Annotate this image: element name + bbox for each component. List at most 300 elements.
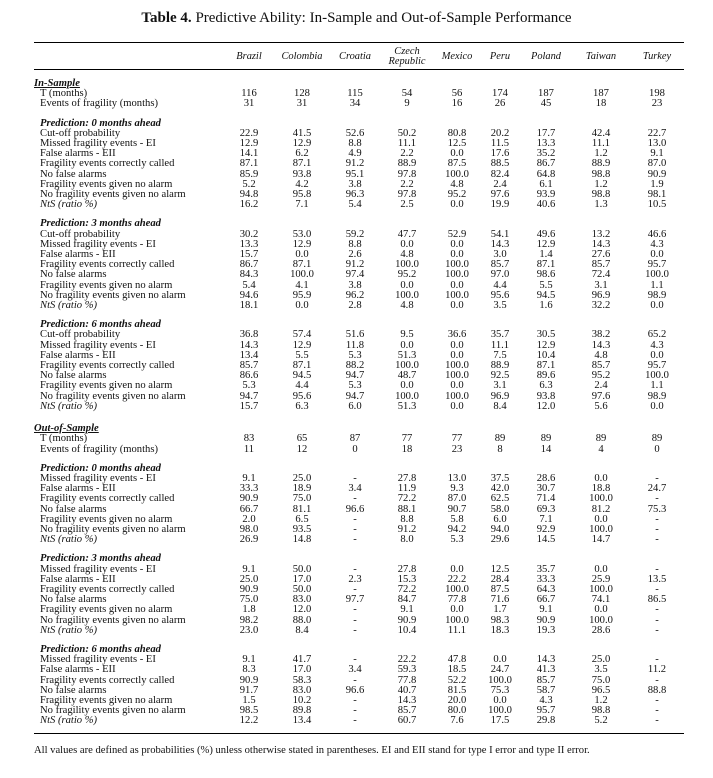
table-cell: 4.4 (493, 279, 507, 291)
table-cell: 3.5 (594, 664, 608, 676)
table-cell: 0.0 (295, 249, 309, 261)
table-cell: 95.2 (447, 189, 467, 201)
table-cell: 32.2 (591, 300, 611, 312)
table-cell: 18.8 (591, 483, 611, 495)
table-cell: 27.8 (397, 472, 417, 484)
table-cell: 87 (349, 433, 361, 445)
table-cell: 96.3 (345, 189, 365, 201)
table-cell: 5.3 (242, 380, 256, 392)
table-cell: 98.8 (591, 705, 611, 717)
table-cell: 17.0 (292, 573, 312, 585)
table-cell: 91.2 (397, 523, 417, 535)
table-cell: 95.6 (292, 390, 312, 402)
table-cell: 64.8 (536, 168, 556, 180)
table-cell: 11.9 (397, 483, 417, 495)
table-cell: 100.0 (445, 583, 469, 595)
row-label: Fragility events given no alarm (40, 178, 173, 190)
table-cell: 11.1 (397, 138, 417, 150)
table-cell: 128 (294, 88, 310, 100)
table-cell: - (655, 534, 659, 546)
table-cell: - (655, 604, 659, 616)
table-cell: 0.0 (450, 238, 464, 250)
table-cell: 87.1 (239, 158, 259, 170)
table-cell: 90.9 (397, 614, 417, 626)
table-cell: 100.0 (589, 523, 613, 535)
table-cell: 100.0 (445, 360, 469, 372)
table-row (34, 301, 684, 311)
table-cell: 14.7 (591, 534, 611, 546)
table-cell: 62.5 (490, 493, 510, 505)
table-cell: 36.6 (447, 329, 467, 341)
table-cell: 4.1 (295, 279, 309, 291)
table-cell: 25.0 (239, 573, 259, 585)
table-cell: 33.3 (536, 573, 556, 585)
row-label: T (months) (40, 433, 88, 445)
table-cell: 49.6 (536, 228, 556, 240)
table-cell: 47.7 (397, 228, 417, 240)
table-cell: 37.5 (490, 472, 510, 484)
table-cell: 86.5 (647, 594, 667, 606)
table-cell: 90.9 (239, 493, 259, 505)
table-cell: 96.6 (345, 684, 365, 696)
col-poland: Poland (530, 51, 561, 62)
table-cell: 11.1 (490, 339, 510, 351)
table-cell: 29.6 (490, 534, 510, 546)
table-cell: 59.3 (397, 664, 417, 676)
table-cell: 0 (654, 443, 660, 455)
table-cell: 98.2 (239, 614, 259, 626)
table-cell: 0.0 (400, 380, 414, 392)
table-cell: 72.2 (397, 493, 417, 505)
table-cell: 77 (451, 433, 463, 445)
table-cell: 0.0 (400, 339, 414, 351)
table-cell: 93.8 (536, 390, 556, 402)
table-cell: 54 (401, 88, 413, 100)
table-cell: 87.5 (490, 583, 510, 595)
table-cell: 93.8 (292, 168, 312, 180)
table-cell: 72.2 (397, 583, 417, 595)
table-cell: 14.3 (239, 339, 259, 351)
table-cell: 53.0 (292, 228, 312, 240)
table-cell: 7.5 (493, 349, 507, 361)
table-cell: 93.5 (292, 523, 312, 535)
table-cell: 90.7 (447, 503, 467, 515)
col-mexico: Mexico (441, 51, 473, 62)
table-cell: 6.0 (493, 513, 507, 525)
table-cell: - (353, 705, 357, 717)
table-cell: 28.6 (536, 472, 556, 484)
table-cell: 93.9 (536, 189, 556, 201)
table-cell: 0.0 (450, 339, 464, 351)
table-cell: 94.0 (490, 523, 510, 535)
table-cell: 52.6 (345, 127, 365, 139)
table-cell: 1.8 (242, 604, 256, 616)
table-cell: 95.2 (591, 370, 611, 382)
col-croatia: Croatia (339, 51, 371, 62)
table-cell: 95.9 (292, 289, 312, 301)
table-cell: 34 (349, 98, 361, 110)
row-label: NtS (ratio %) (40, 199, 98, 211)
table-cell: 5.4 (242, 279, 256, 291)
table-cell: 88.2 (345, 360, 365, 372)
row-label: NtS (ratio %) (40, 400, 98, 412)
table-cell: 87.1 (536, 259, 556, 271)
table-cell: 35.7 (490, 329, 510, 341)
table-cell: 9.3 (450, 483, 464, 495)
table-cell: 2.3 (348, 573, 362, 585)
table-cell: 30.2 (239, 228, 259, 240)
table-cell: 83 (243, 433, 255, 445)
row-label: No false alarms (40, 594, 107, 606)
table-cell: 5.3 (450, 534, 464, 546)
table-cell: 80.8 (447, 127, 467, 139)
table-caption (0, 10, 713, 27)
table-cell: 4.8 (400, 249, 414, 261)
row-label: Missed fragility events - EI (40, 654, 156, 666)
bottom-rule (34, 733, 684, 734)
table-cell: 95.7 (536, 705, 556, 717)
table-cell: 94.2 (447, 523, 467, 535)
row-label: Events of fragility (months) (40, 98, 158, 110)
table-cell: 85.7 (591, 360, 611, 372)
table-cell: 88.8 (647, 684, 667, 696)
table-cell: 0.0 (450, 249, 464, 261)
row-label: No fragility events given no alarm (40, 289, 186, 301)
table-cell: 16 (451, 98, 463, 110)
table-cell: 72.4 (591, 269, 611, 281)
row-label: Fragility events given no alarm (40, 380, 173, 392)
table-row (34, 716, 684, 726)
table-cell: 4.8 (450, 178, 464, 190)
table-cell: 6.2 (295, 148, 309, 160)
table-cell: 75.0 (591, 674, 611, 686)
table-cell: 100.0 (445, 289, 469, 301)
table-cell: 14.1 (239, 148, 259, 160)
table-cell: - (655, 563, 659, 575)
table-cell: 96.5 (591, 684, 611, 696)
table-cell: 24.7 (490, 664, 510, 676)
table-cell: 94.5 (292, 370, 312, 382)
table-cell: 98.9 (647, 289, 667, 301)
table-cell: 42.0 (490, 483, 510, 495)
table-cell: 11.1 (447, 624, 467, 636)
table-cell: 3.5 (493, 300, 507, 312)
table-cell: - (353, 534, 357, 546)
table-cell: 52.2 (447, 674, 467, 686)
table-cell: 15.7 (239, 400, 259, 412)
prediction-heading: Prediction: 0 months ahead (40, 462, 161, 474)
table-cell: 8.3 (242, 664, 256, 676)
table-cell: 98.9 (647, 390, 667, 402)
table-cell: 58.7 (536, 684, 556, 696)
table-cell: 94.6 (239, 289, 259, 301)
table-cell: 11.8 (345, 339, 365, 351)
header-row (34, 44, 684, 70)
table-cell: 3.4 (348, 483, 362, 495)
table-cell: 0.0 (493, 694, 507, 706)
table-cell: 50.0 (292, 563, 312, 575)
table-cell: 8.8 (348, 138, 362, 150)
table-cell: 15.3 (397, 573, 417, 585)
table-cell: 69.3 (536, 503, 556, 515)
table-cell: 3.4 (348, 664, 362, 676)
spacer-row (34, 412, 684, 424)
table-cell: 27.6 (591, 249, 611, 261)
table-cell: 14.3 (490, 238, 510, 250)
table-cell: 11 (243, 443, 255, 455)
table-cell: 96.9 (490, 390, 510, 402)
table-cell: 11.2 (647, 664, 667, 676)
table-cell: 8.0 (400, 534, 414, 546)
table-cell: 100.0 (445, 370, 469, 382)
table-cell: 5.5 (295, 349, 309, 361)
table-cell: 47.8 (447, 654, 467, 666)
table-cell: 80.0 (447, 705, 467, 717)
table-cell: 2.5 (400, 199, 414, 211)
table-cell: 94.5 (536, 289, 556, 301)
row-label: Events of fragility (months) (40, 443, 158, 455)
table-number: Table 4. (141, 10, 192, 26)
table-cell: 100.0 (589, 614, 613, 626)
table-cell: 14.3 (591, 238, 611, 250)
table-cell: - (353, 674, 357, 686)
table-cell: 10.4 (397, 624, 417, 636)
table-cell: 12.0 (536, 400, 556, 412)
table-cell: 0.0 (450, 279, 464, 291)
table-cell: 86.7 (536, 158, 556, 170)
table-cell: 28.6 (591, 624, 611, 636)
table-cell: 71.4 (536, 493, 556, 505)
table-cell: 35.7 (536, 563, 556, 575)
table-cell: 5.2 (594, 715, 608, 727)
table-cell: 48.7 (397, 370, 417, 382)
table-cell: 0.0 (450, 563, 464, 575)
table-cell: - (655, 715, 659, 727)
row-label: False alarms - EII (40, 349, 116, 361)
table-cell: 95.8 (292, 189, 312, 201)
table-cell: 2.4 (594, 380, 608, 392)
table-cell: 9 (404, 98, 410, 110)
row-label: No false alarms (40, 503, 107, 515)
table-cell: 82.4 (490, 168, 510, 180)
table-cell: 5.5 (539, 279, 553, 291)
table-cell: 0.0 (450, 380, 464, 392)
table-cell: 97.7 (345, 594, 365, 606)
row-label: Fragility events correctly called (40, 158, 175, 170)
table-cell: 86.7 (239, 259, 259, 271)
table-cell: - (353, 624, 357, 636)
table-cell: 0.0 (650, 249, 664, 261)
table-cell: - (353, 583, 357, 595)
table-cell: - (353, 472, 357, 484)
table-cell: 4.9 (348, 148, 362, 160)
table-cell: 58.0 (490, 503, 510, 515)
table-cell: 4.3 (650, 238, 664, 250)
table-cell: 116 (241, 88, 257, 100)
table-cell: 3.1 (493, 380, 507, 392)
table-cell: 17.5 (490, 715, 510, 727)
table-cell: 85.7 (591, 259, 611, 271)
table-cell: 9.1 (650, 148, 664, 160)
table-cell: 9.1 (242, 654, 256, 666)
row-label: Missed fragility events - EI (40, 472, 156, 484)
table-cell: 100.0 (395, 360, 419, 372)
table-cell: 9.1 (400, 604, 414, 616)
table-cell: 95.7 (647, 360, 667, 372)
table-cell: 92.9 (536, 523, 556, 535)
table-cell: 12.9 (536, 238, 556, 250)
table-cell: 85.7 (490, 259, 510, 271)
table-cell: 15.7 (239, 249, 259, 261)
table-cell: 98.8 (591, 168, 611, 180)
table-cell: 13.0 (447, 472, 467, 484)
table-cell: 30.5 (536, 329, 556, 341)
table-cell: 5.3 (348, 380, 362, 392)
table-cell: 98.0 (239, 523, 259, 535)
table-cell: 13.5 (647, 573, 667, 585)
table-cell: 75.3 (647, 503, 667, 515)
table-cell: 95.2 (397, 269, 417, 281)
table-cell: 14.3 (536, 654, 556, 666)
row-label: NtS (ratio %) (40, 715, 98, 727)
table-cell: 1.2 (594, 148, 608, 160)
spacer-cell (34, 412, 684, 424)
table-row (34, 535, 684, 545)
table-cell: - (655, 493, 659, 505)
table-cell: 17.0 (292, 664, 312, 676)
table-cell: - (353, 513, 357, 525)
row-label: NtS (ratio %) (40, 534, 98, 546)
row-label: Fragility events correctly called (40, 360, 175, 372)
table-cell: 96.9 (591, 289, 611, 301)
table-cell: 46.6 (647, 228, 667, 240)
table-cell: 7.1 (295, 199, 309, 211)
table-cell: 87.1 (292, 158, 312, 170)
col-brazil: Brazil (236, 51, 262, 62)
table-cell: 64.3 (536, 583, 556, 595)
table-cell: 85.9 (239, 168, 259, 180)
table-cell: 18.1 (239, 300, 259, 312)
table-cell: 83.0 (292, 594, 312, 606)
table-cell: 23 (651, 98, 663, 110)
table-cell: 89 (651, 433, 663, 445)
row-label: NtS (ratio %) (40, 624, 98, 636)
row-label: Cut-off probability (40, 127, 121, 139)
table-cell: 0.0 (450, 349, 464, 361)
table-cell: 8.8 (400, 513, 414, 525)
table-cell: 13.3 (239, 238, 259, 250)
row-label: No false alarms (40, 684, 107, 696)
table-cell: 94.7 (239, 390, 259, 402)
table-cell: 18.9 (292, 483, 312, 495)
row-label: No fragility events given no alarm (40, 523, 186, 535)
table-cell: 12.9 (292, 339, 312, 351)
table-cell: 71.6 (490, 594, 510, 606)
table-cell: 11.1 (591, 138, 611, 150)
table-cell: 65 (296, 433, 308, 445)
table-cell: 90.9 (239, 674, 259, 686)
row-label: Cut-off probability (40, 228, 121, 240)
table-cell: 18 (595, 98, 607, 110)
table-cell: 1.1 (650, 380, 664, 392)
table-cell: 100.0 (395, 259, 419, 271)
table-cell: 0.0 (295, 300, 309, 312)
table-cell: 20.0 (447, 694, 467, 706)
table-row (34, 706, 684, 716)
table-cell: 89 (494, 433, 506, 445)
table-cell: 87.0 (647, 158, 667, 170)
table-cell: 18 (401, 443, 413, 455)
table-cell: - (353, 563, 357, 575)
table-cell: 35.2 (536, 148, 556, 160)
row-label: Fragility events given no alarm (40, 513, 173, 525)
table-cell: - (655, 523, 659, 535)
table-cell: 94.7 (345, 370, 365, 382)
table-cell: - (353, 493, 357, 505)
table-cell: 0.0 (594, 604, 608, 616)
table-cell: 40.6 (536, 199, 556, 211)
table-cell: 95.7 (647, 259, 667, 271)
table-cell: 81.2 (591, 503, 611, 515)
table-cell: 75.3 (490, 684, 510, 696)
table-cell: 52.9 (447, 228, 467, 240)
table-cell: 100.0 (445, 168, 469, 180)
row-label: Fragility events given no alarm (40, 694, 173, 706)
row-label: Fragility events correctly called (40, 493, 175, 505)
col-czech-republic: Czech Republic (388, 45, 426, 67)
table-cell: 97.4 (345, 269, 365, 281)
table-cell: 0.0 (450, 604, 464, 616)
table-cell: 87.5 (447, 158, 467, 170)
table-cell: 22.7 (647, 127, 667, 139)
table-cell: 1.4 (539, 249, 553, 261)
table-cell: 1.6 (539, 300, 553, 312)
row-label: Cut-off probability (40, 329, 121, 341)
table-cell: 0.0 (450, 148, 464, 160)
table-cell: - (655, 694, 659, 706)
table-cell: 92.5 (490, 370, 510, 382)
table-cell: - (353, 523, 357, 535)
table-cell: 26 (494, 98, 506, 110)
table-cell: 0.0 (493, 654, 507, 666)
table-cell: 12.2 (239, 715, 259, 727)
row-label: No false alarms (40, 168, 107, 180)
row-label: Fragility events correctly called (40, 583, 175, 595)
table-cell: 0.0 (650, 400, 664, 412)
table-cell: 6.0 (348, 400, 362, 412)
table-cell: 97.8 (397, 189, 417, 201)
table-cell: 50.2 (397, 127, 417, 139)
table-cell: 3.0 (493, 249, 507, 261)
table-cell: 98.5 (239, 705, 259, 717)
table-cell: 2.4 (493, 178, 507, 190)
table-cell: 66.7 (239, 503, 259, 515)
table-cell: 56 (451, 88, 463, 100)
row-label: No fragility events given no alarm (40, 705, 186, 717)
table-cell: 88.5 (490, 158, 510, 170)
table-cell: 98.3 (490, 614, 510, 626)
table-cell: 10.2 (292, 694, 312, 706)
table-cell: 94.8 (239, 189, 259, 201)
table-cell: 89.8 (292, 705, 312, 717)
table-cell: 8 (497, 443, 503, 455)
table-cell: 14.5 (536, 534, 556, 546)
table-cell: 4.4 (295, 380, 309, 392)
table-cell: 9.5 (400, 329, 414, 341)
table-cell: 84.7 (397, 594, 417, 606)
table-cell: 19.3 (536, 624, 556, 636)
table-cell: 4.8 (400, 300, 414, 312)
